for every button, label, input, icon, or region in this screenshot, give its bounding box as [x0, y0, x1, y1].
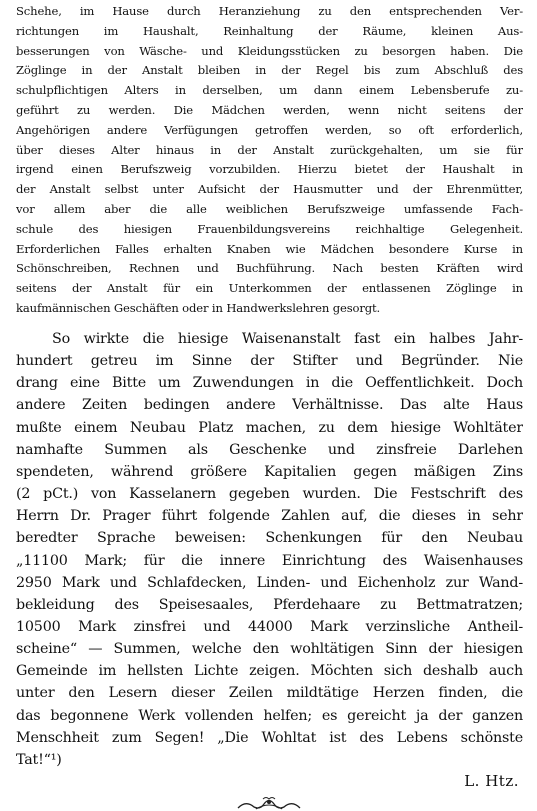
text-line: schulpflichtigen Alters in derselben, um dann einem Lebensberufe zu- [16, 83, 523, 98]
text-line: 10500 Mark zinsfrei und 44000 Mark verzinsliche Antheil- [16, 618, 523, 635]
text-line: Tat!“¹) [16, 751, 62, 768]
text-line: schule des hiesigen Frauenbildungsvereins reichhaltige Gelegenheit. [16, 221, 523, 236]
text-line: geführt zu werden. Die Mädchen werden, wenn nicht seitens der [16, 103, 523, 117]
author-signature: L. Htz. [464, 772, 519, 790]
text-line: kaufmännischen Geschäften oder in Handwerkslehren gesorgt. [16, 301, 381, 315]
ornament-icon [236, 796, 302, 810]
text-line: „11100 Mark; für die innere Einrichtung des Waisenhauses [16, 552, 523, 569]
text-line: mußte einem Neubau Platz machen, zu dem hiesige Wohltäter [16, 419, 523, 436]
text-line: der Anstalt selbst unter Aufsicht der Hausmutter und der Ehrenmütter, [16, 182, 523, 197]
text-line: besserungen von Wäsche- und Kleidungsstücken zu besorgen haben. Die [16, 43, 523, 58]
text-line: Erforderlichen Falles erhalten Knaben wie Mädchen besondere Kurse in [16, 241, 523, 256]
text-line: Menschheit zum Segen! „Die Wohltat ist des Lebens schönste [16, 729, 523, 746]
text-line: 2950 Mark und Schlafdecken, Linden- und Eichenholz zur Wand- [16, 574, 523, 591]
text-line: richtungen im Haushalt, Reinhaltung der Räume, kleinen Aus- [16, 23, 523, 38]
text-line: Zöglinge in der Anstalt bleiben in der Regel bis zum Abschluß des [16, 63, 523, 78]
text-line: irgend einen Berufszweig vorzubilden. Hierzu bietet der Haushalt in [16, 162, 523, 177]
text-line: So wirkte die hiesige Waisenanstalt fast ein halbes Jahr- [52, 331, 523, 347]
text-line: (2 pCt.) von Kasselanern gegeben wurden. Die Festschrift des [16, 486, 523, 503]
text-line: das begonnene Werk vollenden helfen; es gereicht ja der ganzen [16, 707, 523, 724]
text-line: Schönschreiben, Rechnen und Buchführung. Nach besten Kräften wird [16, 261, 523, 276]
text-line: beredter Sprache beweisen: Schenkungen für den Neubau [16, 530, 523, 547]
text-line: Herrn Dr. Prager führt folgende Zahlen auf, die dieses in sehr [16, 508, 523, 525]
text-line: drang eine Bitte um Zuwendungen in die Oeffentlichkeit. Doch [16, 375, 523, 392]
text-line: seitens der Anstalt für ein Unterkommen der entlassenen Zöglinge in [16, 281, 523, 296]
text-line: unter den Lesern dieser Zeilen mildtätige Herzen finden, die [16, 685, 523, 702]
text-line: namhafte Summen als Geschenke und zinsfreie Darlehen [16, 441, 523, 458]
text-line: spendeten, während größere Kapitalien gegen mäßigen Zins [16, 463, 523, 480]
text-line: Schehe, im Hause durch Heranziehung zu den entsprechenden Ver- [16, 4, 523, 18]
text-line: hundert getreu im Sinne der Stifter und Begründer. Nie [16, 353, 523, 370]
text-line: Angehörigen andere Verfügungen getroffen werden, so oft erforderlich, [16, 122, 523, 137]
text-line: scheine“ — Summen, welche den wohltätigen Sinn der hiesigen [16, 641, 523, 658]
text-line: Gemeinde im hellsten Lichte zeigen. Möchten sich deshalb auch [16, 663, 523, 680]
text-line: vor allem aber die alle weiblichen Berufszweige umfassende Fach- [16, 202, 523, 216]
text-line: andere Zeiten bedingen andere Verhältnisse. Das alte Haus [16, 397, 523, 414]
text-line: über dieses Alter hinaus in der Anstalt zurückgehalten, um sie für [16, 142, 523, 157]
text-line: bekleidung des Speisesaales, Pferdehaare zu Bettmatratzen; [16, 596, 523, 613]
